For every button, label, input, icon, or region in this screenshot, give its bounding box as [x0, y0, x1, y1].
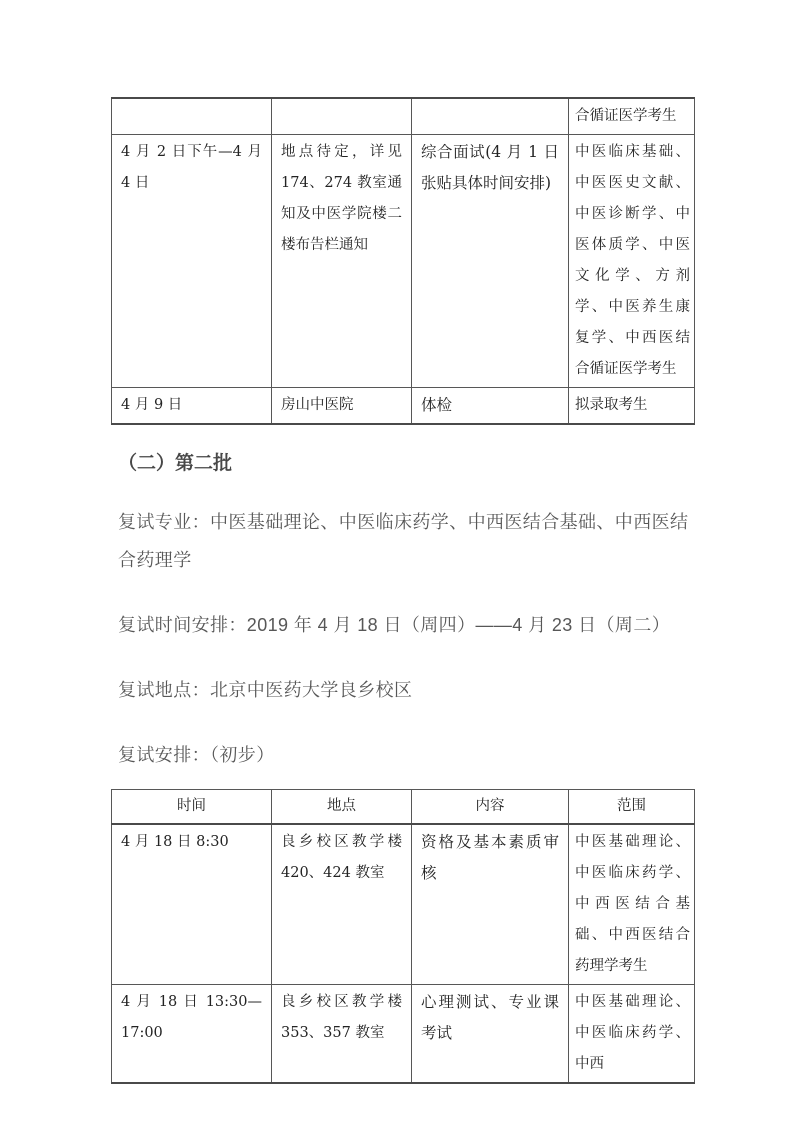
cell-content: 体检: [412, 388, 569, 425]
cell-scope: 中医基础理论、中医临床药学、中西医结合基础、中西医结合药理学考生: [569, 824, 695, 985]
cell-time: 4 月 18 日 13:30—17:00: [112, 985, 272, 1084]
paragraph-schedule-dates: 复试时间安排：2019 年 4 月 18 日（周四）——4 月 23 日（周二）: [118, 615, 671, 635]
cell-time: 4 月 2 日下午—4 月 4 日: [112, 135, 272, 388]
cell-location: 良乡校区教学楼 420、424 教室: [272, 824, 412, 985]
cell-scope: 合循证医学考生: [569, 98, 695, 135]
table-row: [112, 985, 695, 1084]
cell-location: 地点待定，详见 174、274 教室通知及中医学院楼二楼布告栏通知: [272, 135, 412, 388]
cell-time: [112, 98, 272, 135]
cell-content: 综合面试(4 月 1 日张贴具体时间安排): [412, 135, 569, 388]
cell-content: 心理测试、专业课考试: [412, 985, 569, 1084]
section-heading: （二）第二批: [118, 453, 233, 474]
batch2-schedule-table: [111, 789, 695, 1084]
table-row: [112, 824, 695, 985]
table-header-row: [112, 790, 695, 825]
table-row: [112, 135, 695, 388]
paragraph-location: 复试地点：北京中医药大学良乡校区: [118, 680, 413, 700]
cell-content: [412, 98, 569, 135]
cell-scope: 拟录取考生: [569, 388, 695, 425]
cell-location: 房山中医院: [272, 388, 412, 425]
batch1-schedule-table: [111, 97, 695, 425]
header-scope: 范围: [569, 790, 695, 825]
header-time: 时间: [112, 790, 272, 825]
document-content: [111, 97, 694, 1084]
cell-content: 资格及基本素质审核: [412, 824, 569, 985]
header-content: 内容: [412, 790, 569, 825]
cell-scope: 中医基础理论、中医临床药学、中西: [569, 985, 695, 1084]
paragraph-majors: 复试专业：中医基础理论、中医临床药学、中西医结合基础、中西医结合药理学: [118, 512, 689, 570]
cell-scope: 中医临床基础、中医医史文献、中医诊断学、中医体质学、中医文化学、方剂学、中医养生康复学、中西医结合循证医学考生: [569, 135, 695, 388]
header-location: 地点: [272, 790, 412, 825]
cell-location: 良乡校区教学楼 353、357 教室: [272, 985, 412, 1084]
table-row: [112, 98, 695, 135]
cell-location: [272, 98, 412, 135]
table-row: [112, 388, 695, 425]
cell-time: 4 月 9 日: [112, 388, 272, 425]
cell-time: 4 月 18 日 8:30: [112, 824, 272, 985]
paragraph-arrangement: 复试安排：（初步）: [118, 745, 275, 765]
